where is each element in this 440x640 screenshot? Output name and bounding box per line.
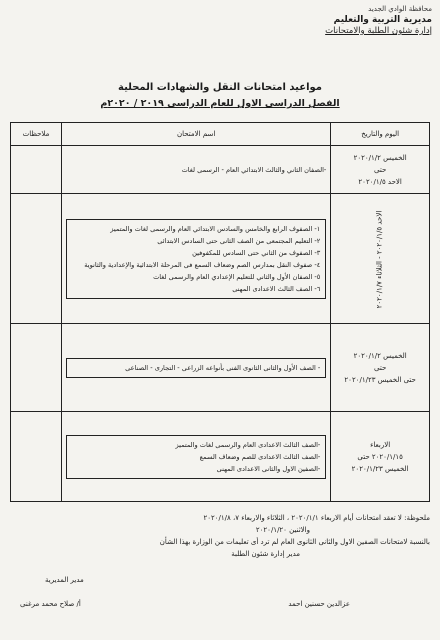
signature-name-right: عزالدين حسنين احمد (288, 600, 350, 608)
table-header-row (11, 123, 430, 146)
directorate-label: مديرية التربية والتعليم (333, 15, 432, 25)
table-row (11, 146, 430, 194)
notes-cell (11, 146, 62, 194)
notes-section (10, 512, 430, 560)
date-cell: الاربعاء ٢٠٢٠/١/١٥ حتى الخميس ٢٠٢٠/١/٢٣ (331, 412, 430, 502)
signature-title-left: مدير المديرية (45, 576, 84, 584)
note-line: والاثنين ٢٠٢٠/١/٢٠ (255, 526, 310, 534)
letterhead (282, 4, 432, 37)
signature-name-left: أ/ صلاح محمد مرغنى (20, 600, 81, 608)
table-row (11, 194, 430, 324)
exam-cell (62, 324, 331, 412)
note-line: ملحوظة: لا تعقد امتحانات أيام الاربعاء ٢٠٢٠/١/١ ، الثلاثاء والاربعاء ٧، ٢٠٢٠/١/٨ (203, 514, 430, 522)
date-cell: الخميس ٢٠٢٠/١/٢ حتى حتى الخميس ٢٠٢٠/١/٢٣ (331, 324, 430, 412)
exam-list-box: - الصف الأول والثانى الثانوى الفنى بأنواعه الزراعى - التجارى - الصناعى (66, 358, 326, 378)
notes-cell (11, 194, 62, 324)
governorate-label: محافظة الوادي الجديد (368, 5, 432, 13)
vertical-date: الاحد ٢٠٢٠/١/٥ - الثلاثاء ٢٠٢٠/١/٧ (375, 210, 384, 308)
department-label: إدارة شئون الطلبة والامتحانات (325, 26, 432, 36)
notes-cell (11, 324, 62, 412)
document-title: مواعيد امتحانات النقل والشهادات المحلية (118, 82, 322, 93)
exam-list-box: -الصف الثالث الاعدادى العام والرسمى لغات والمتميز -الصف الثالث الاعدادى للصم وضعاف السمع -الصفين الاول والثانى الاعدادى المهنى (66, 435, 326, 479)
note-line: مدير إدارة شئون الطلبة (231, 550, 300, 558)
exam-cell (62, 194, 331, 324)
header-exam: اسم الامتحان (62, 123, 331, 146)
notes-cell (11, 412, 62, 502)
note-line: بالنسبة لامتحانات الصفين الاول والثانى الثانوى العام لم ترد أى تعليمات من الوزارة بهذا الشأن (159, 538, 430, 546)
exam-schedule-table (10, 122, 430, 502)
header-notes: ملاحظات (11, 123, 62, 146)
date-cell: الخميس ٢٠٢٠/١/٢ حتى الاحد ٢٠٢٠/١/٥ (331, 146, 430, 194)
exam-cell (62, 412, 331, 502)
date-cell (331, 194, 430, 324)
header-date: اليوم والتاريخ (331, 123, 430, 146)
exam-list-box: ١- الصفوف الرابع والخامس والسادس الابتدائي العام والرسمى لغات والمتميز ٢- التعليم المجتمعى من الصف الثانى حتى السادس الابتدائى ٣- الصفوف من الثاني حتى السادس للمكفوفين ٤- صفوف النقل بمدارس الصم وضعاف السمع فى المرحلة الابتدائية والإعدادية والثانوية ٥- الصفان الأول والثاني للتعليم الإعدادي العام والرسمى لغات ٦- الصف الثالث الاعدادى المهنى (66, 219, 326, 299)
exam-cell: -الصفان الثاني والثالث الابتدائي العام - الرسمى لغات (62, 146, 331, 194)
document-subtitle: الفصل الدراسى الاول للعام الدراسى ٢٠١٩ / ٢٠٢٠م (100, 98, 340, 109)
table-row (11, 324, 430, 412)
table-row (11, 412, 430, 502)
